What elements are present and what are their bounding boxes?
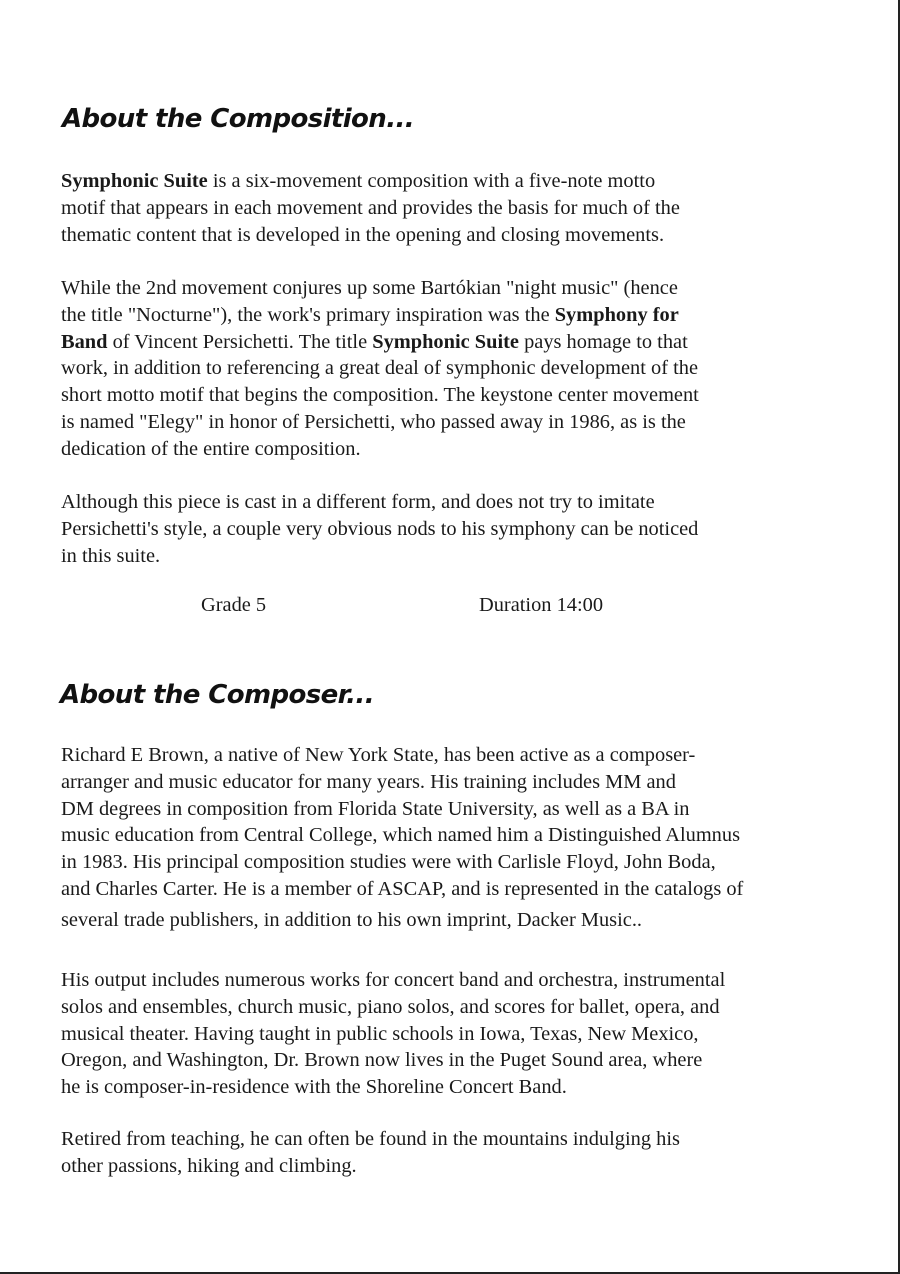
text-line: motif that appears in each movement and provides the basis for much of the	[61, 196, 680, 219]
text-line: Richard E Brown, a native of New York State, has been active as a composer-	[61, 744, 696, 766]
text-line: Oregon, and Washington, Dr. Brown now lives in the Puget Sound area, where	[61, 1049, 703, 1072]
composer-paragraph-2	[61, 967, 725, 1101]
text-line: music education from Central College, which named him a Distinguished Alumnus	[61, 824, 741, 847]
text-line: is named "Elegy" in honor of Persichetti, who passed away in 1986, as is the	[61, 410, 686, 433]
text-line: thematic content that is developed in the opening and closing movements.	[61, 223, 665, 246]
composition-paragraph-2	[61, 275, 699, 463]
composer-heading: About the Composer...	[60, 680, 374, 710]
text-line: Persichetti's style, a couple very obvious nods to his symphony can be noticed	[61, 517, 699, 540]
bold-title: Symphony for	[554, 303, 679, 326]
duration-label: Duration 14:00	[479, 594, 604, 616]
composition-heading: About the Composition...	[62, 104, 415, 134]
text-line: His output includes numerous works for concert band and orchestra, instrumental	[61, 969, 726, 991]
grade-label: Grade 5	[201, 594, 267, 616]
bold-title: Band	[61, 330, 108, 353]
text-line: arranger and music educator for many years. His training includes MM and	[61, 770, 676, 793]
text-line: DM degrees in composition from Florida State University, as well as a BA in	[61, 797, 690, 820]
composition-paragraph-3	[61, 489, 698, 569]
text-line: While the 2nd movement conjures up some Bartókian "night music" (hence	[61, 277, 678, 299]
text-line: other passions, hiking and climbing.	[61, 1154, 357, 1177]
composer-paragraph-3	[61, 1126, 680, 1180]
text-line: several trade publishers, in addition to his own imprint, Dacker Music..	[61, 908, 643, 931]
text-line: solos and ensembles, church music, piano solos, and scores for ballet, opera, and	[61, 995, 720, 1018]
text-line: work, in addition to referencing a great deal of symphonic development of the	[61, 357, 698, 380]
text-line: Although this piece is cast in a different form, and does not try to imitate	[61, 491, 655, 513]
text-line: Band of Vincent Persichetti. The title Symphonic Suite pays homage to that	[61, 330, 688, 353]
composition-paragraph-1	[61, 168, 680, 248]
text-line: he is composer-in-residence with the Shoreline Concert Band.	[61, 1076, 567, 1099]
bold-title: Symphonic Suite	[61, 170, 208, 192]
text-line: Retired from teaching, he can often be found in the mountains indulging his	[61, 1128, 680, 1150]
text-line: in 1983. His principal composition studies were with Carlisle Floyd, John Boda,	[61, 851, 716, 874]
text-line: Symphonic Suite is a six-movement composition with a five-note motto	[61, 170, 656, 192]
composer-paragraph-1	[61, 742, 743, 934]
text-line: musical theater. Having taught in public schools in Iowa, Texas, New Mexico,	[61, 1022, 699, 1045]
text-line: the title "Nocturne"), the work's primary inspiration was the Symphony for	[61, 303, 679, 326]
text-line: in this suite.	[61, 544, 161, 567]
text-line: dedication of the entire composition.	[61, 437, 361, 460]
text-line: short motto motif that begins the composition. The keystone center movement	[61, 384, 699, 407]
text-line: and Charles Carter. He is a member of ASCAP, and is represented in the catalogs of	[61, 877, 744, 900]
bold-title: Symphonic Suite	[372, 330, 519, 353]
